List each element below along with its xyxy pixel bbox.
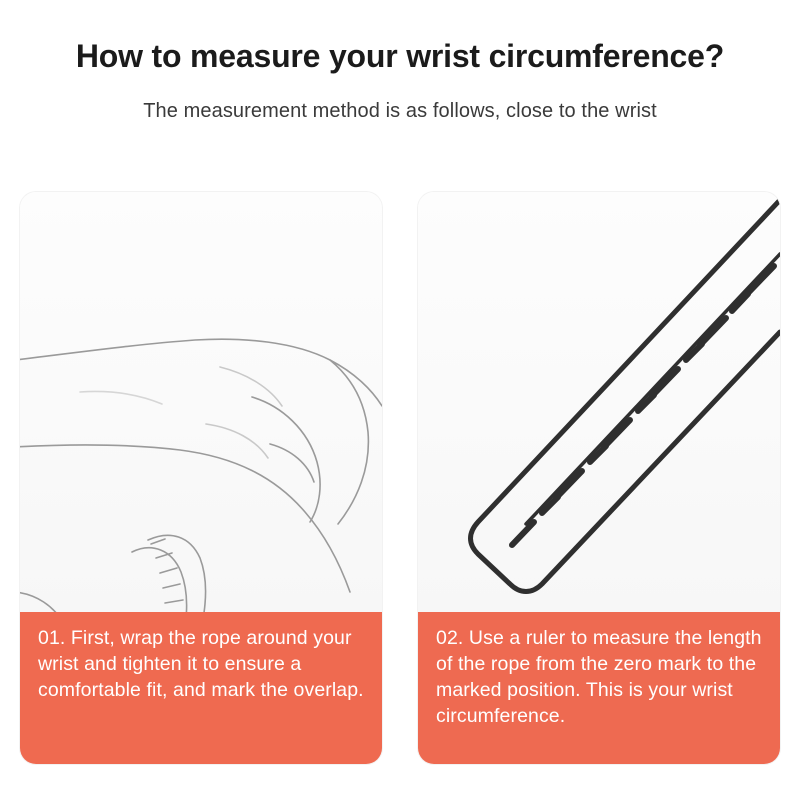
step-two-caption	[418, 612, 780, 764]
page-title: How to measure your wrist circumference?	[75, 38, 725, 74]
step-card-one	[20, 192, 382, 764]
step-card-two	[418, 192, 780, 764]
step-one-caption	[20, 612, 382, 764]
step-two-caption-text: 02. Use a ruler to measure the length of the rope from the zero mark to the marked position. This is your wrist circumference.	[436, 627, 762, 727]
page-subtitle: The measurement method is as follows, close to the wrist	[143, 100, 657, 122]
steps-container	[20, 192, 780, 764]
ruler-line-art	[418, 192, 780, 612]
hand-wrist-line-art	[20, 192, 382, 612]
ruler-illustration	[418, 192, 780, 612]
wrist-measure-illustration	[20, 192, 382, 612]
step-one-caption-text: 01. First, wrap the rope around your wrist and tighten it to ensure a comfortable fit, and mark the overlap.	[38, 627, 364, 701]
